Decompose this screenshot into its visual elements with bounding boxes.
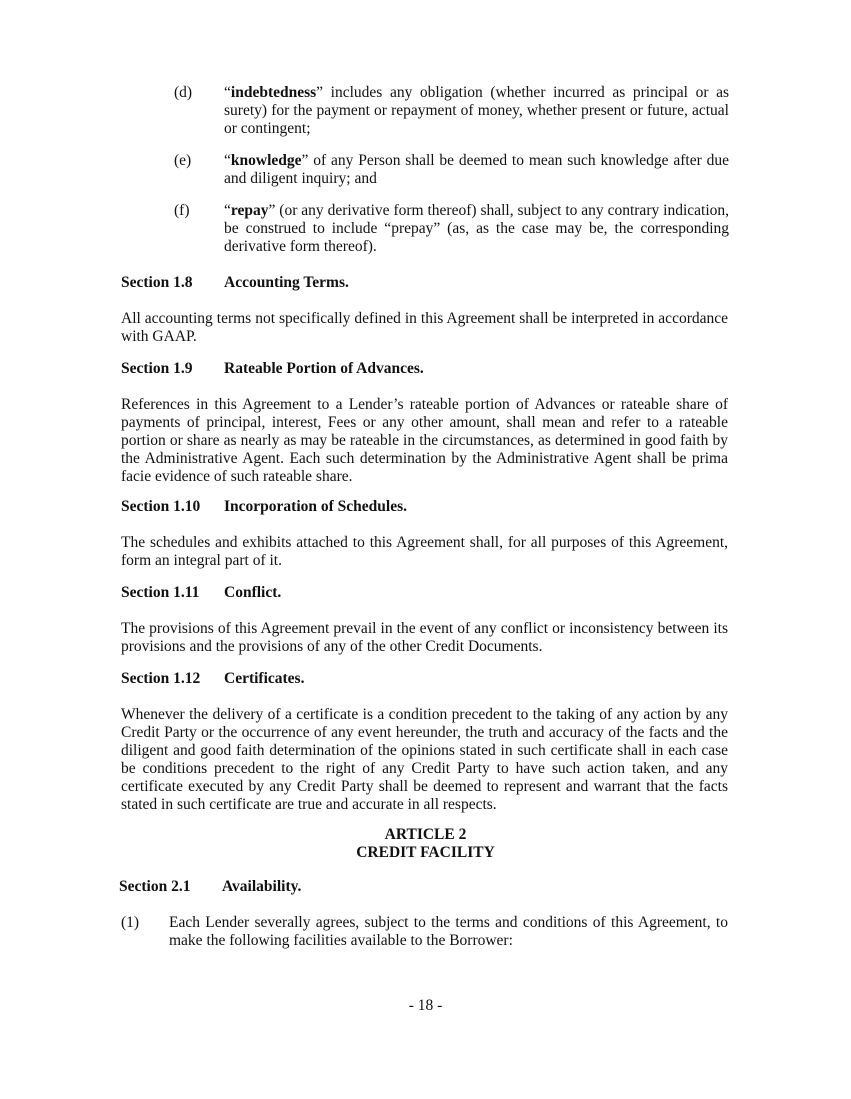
article-title: CREDIT FACILITY — [356, 844, 495, 861]
definition-d — [174, 84, 729, 138]
section-heading-1-12 — [121, 670, 304, 688]
section-1-11-text: The provisions of this Agreement prevail in the event of any conflict or inconsistency between its provisions and the provisions of any of the other Credit Documents. — [121, 620, 728, 655]
section-title: Accounting Terms. — [224, 274, 349, 291]
section-1-9-text: References in this Agreement to a Lender’s rateable portion of Advances or rateable share of payments of principal, interest, Fees or any other amount, shall mean and refer to a rateable portion or share as nearly as may be rateable in the circumstances, as determined in good faith by the Administrative Agent. Each such determination by the Administrative Agent shall be prima facie evidence of such rateable share. — [121, 396, 728, 485]
definition-marker: (d) — [174, 84, 193, 101]
section-1-8-text: All accounting terms not specifically defined in this Agreement shall be interpreted in accordance with GAAP. — [121, 310, 728, 345]
definition-f — [174, 202, 729, 256]
section-title: Certificates. — [224, 670, 305, 687]
section-number: Section 1.8 — [121, 274, 193, 291]
definition-marker: (f) — [174, 202, 190, 219]
section-heading-1-9 — [121, 360, 424, 378]
section-number: Section 1.9 — [121, 360, 193, 377]
defined-term: indebtedness — [230, 84, 317, 101]
section-title: Conflict. — [224, 584, 282, 601]
section-title: Incorporation of Schedules. — [224, 498, 407, 515]
section-title: Availability. — [222, 878, 302, 895]
item-text: Each Lender severally agrees, subject to the terms and conditions of this Agreement, to make the following facilities available to the Borrower: — [169, 914, 728, 949]
section-number: Section 1.10 — [121, 498, 201, 515]
section-1-12-text: Whenever the delivery of a certificate is a condition precedent to the taking of any action by any Credit Party or the occurrence of any event hereunder, the truth and accuracy of the facts and the diligent and good faith determination of the opinions stated in such certificate shall in each case be conditions precedent to the right of any Credit Party to have such action taken, and any certificate executed by any Credit Party shall be deemed to represent and warrant that the facts stated in such certificate are true and accurate in all respects. — [121, 706, 728, 813]
definition-body: “repay” (or any derivative form thereof) shall, subject to any contrary indication, be construed to include “prepay” (as, as the case may be, the corresponding derivative form thereof). — [224, 202, 729, 255]
item-marker: (1) — [121, 914, 140, 931]
article-number: ARTICLE 2 — [384, 826, 467, 843]
section-title: Rateable Portion of Advances. — [224, 360, 424, 377]
defined-term: repay — [230, 202, 269, 219]
defined-term: knowledge — [230, 152, 302, 169]
definition-marker: (e) — [174, 152, 192, 169]
section-heading-1-8 — [121, 274, 349, 292]
section-1-10-text: The schedules and exhibits attached to this Agreement shall, for all purposes of this Agreement, form an integral part of it. — [121, 534, 728, 569]
definition-body: “indebtedness” includes any obligation (whether incurred as principal or as surety) for the payment or repayment of money, whether present or future, actual or contingent; — [224, 84, 729, 137]
definition-body: “knowledge” of any Person shall be deemed to mean such knowledge after due and diligent inquiry; and — [224, 152, 729, 187]
section-heading-2-1 — [119, 878, 301, 896]
definition-text: includes any obligation (whether incurred as principal or as surety) for the payment or repayment of money, whether present or future, actual or contingent; — [224, 84, 729, 137]
page-number: - 18 - — [408, 997, 443, 1014]
section-heading-1-10 — [121, 498, 407, 516]
section-number: Section 1.11 — [121, 584, 200, 601]
definition-text: (or any derivative form thereof) shall, subject to any contrary indication, be construed to include “prepay” (as, as the case may be, the corresponding derivative form thereof). — [224, 202, 729, 255]
section-number: Section 1.12 — [121, 670, 201, 687]
list-item-1 — [121, 914, 728, 950]
section-number: Section 2.1 — [119, 878, 191, 895]
section-heading-1-11 — [121, 584, 281, 602]
definition-text: of any Person shall be deemed to mean such knowledge after due and diligent inquiry; and — [224, 152, 729, 187]
definition-e — [174, 152, 729, 188]
